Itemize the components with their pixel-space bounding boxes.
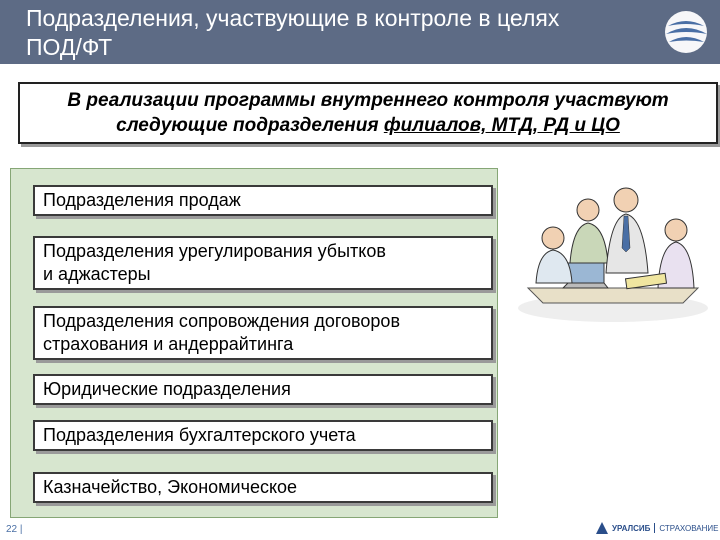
footer-divider [654, 523, 655, 533]
brand-emblem-icon [596, 522, 608, 534]
footer-brand-sub: СТРАХОВАНИЕ [659, 523, 719, 533]
slide-title-line2: ПОД/ФТ [26, 34, 113, 60]
footer-brand [596, 520, 718, 536]
department-label: Подразделения продаж [43, 190, 241, 210]
globe-logo-icon [660, 8, 712, 56]
department-label: Подразделения бухгалтерского учета [43, 425, 356, 445]
department-item-accounting [33, 420, 493, 451]
department-label-line2: и аджастеры [43, 264, 151, 284]
intro-line2 [67, 113, 668, 138]
department-label: Казначейство, Экономическое [43, 477, 298, 497]
intro-line2-prefix: следующие подразделения [116, 115, 384, 136]
slide-title-line1: Подразделения, участвующие в контроле в целях [26, 5, 560, 31]
page-number: 22 | [6, 524, 23, 535]
intro-text [67, 88, 668, 138]
slide-header [0, 0, 720, 64]
department-label-line1: Подразделения сопровождения договоров [43, 311, 401, 331]
department-item-claims [33, 236, 493, 290]
department-item-underwriting [33, 306, 493, 360]
departments-panel [10, 168, 498, 518]
department-item-sales [33, 185, 493, 216]
intro-line2-underlined: филиалов, МТД, РД и ЦО [383, 115, 620, 136]
department-item-treasury [33, 472, 493, 503]
intro-line1: В реализации программы внутреннего контроля участвуют [67, 90, 669, 111]
department-label-line1: Подразделения урегулирования убытков [43, 241, 386, 261]
department-label: Юридические подразделения [43, 379, 291, 399]
department-label-line2: страхования и андеррайтинга [43, 334, 294, 354]
intro-box [18, 82, 718, 144]
footer-brand-name: УРАЛСИБ [612, 523, 651, 533]
slide-title [26, 4, 626, 62]
department-item-legal [33, 374, 493, 405]
team-meeting-illustration [508, 178, 718, 328]
